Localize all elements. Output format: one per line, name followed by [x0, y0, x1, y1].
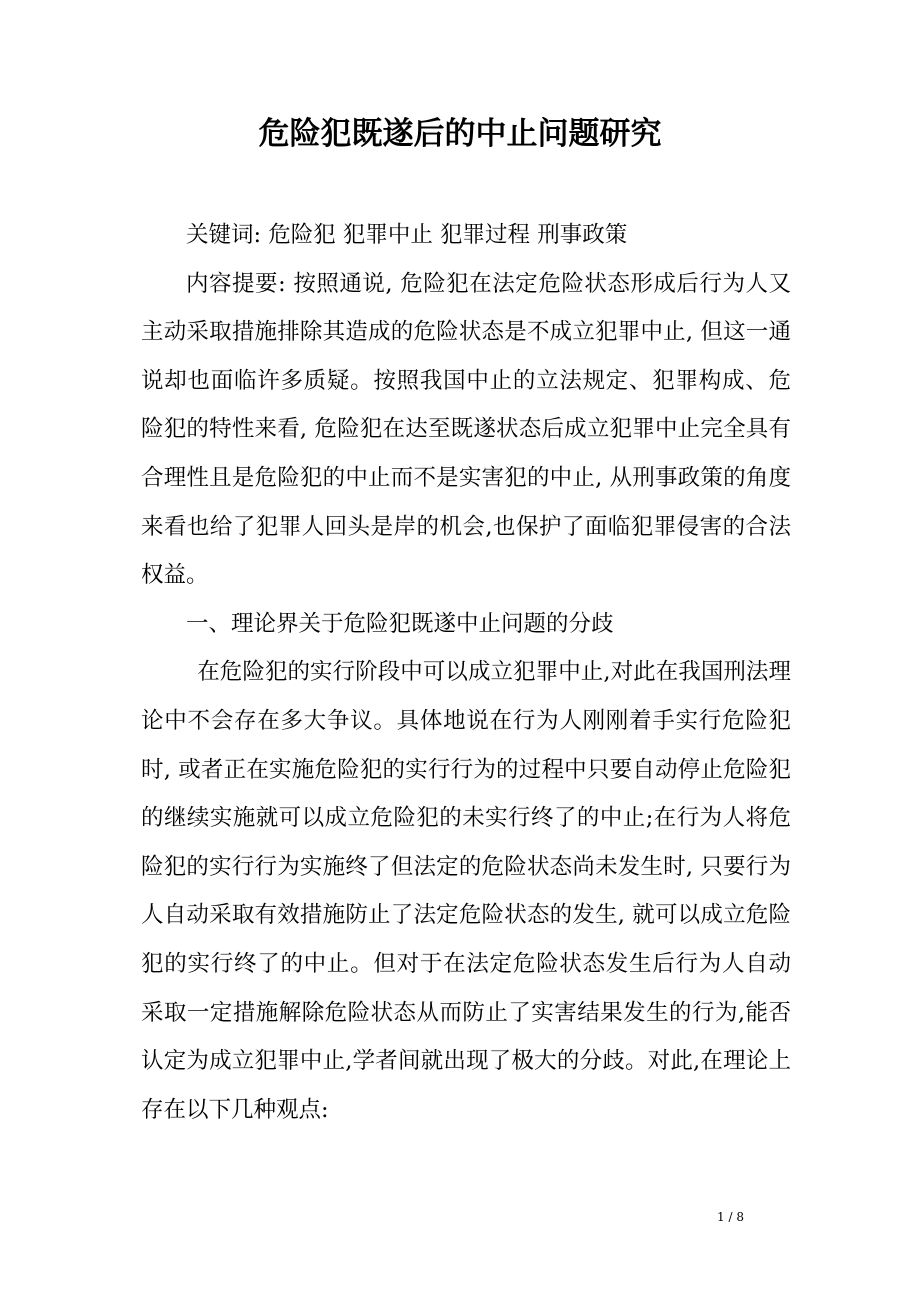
body-paragraph: 在危险犯的实行阶段中可以成立犯罪中止,对此在我国刑法理论中不会存在多大争议。具体地说在行为人刚刚着手实行危险犯时, 或者正在实施危险犯的实行行为的过程中只要自动停止危险犯的继续实施就可以成立危险犯的未实行终了的中止;在行为人将危险犯的实行行为实施终了但法定的危险状态尚未发生时, 只要行为人自动采取有效措施防止了法定危险状态的发生, 就可以成立危险犯的实行终了的中止。但对于在法定危险状态发生后行为人自动采取一定措施解除危险状态从而防止了实害结果发生的行为,能否认定为成立犯罪中止,学者间就出现了极大的分歧。对此,在理论上存在以下几种观点:: [141, 659, 791, 1123]
document-body: [141, 211, 791, 1134]
keywords-paragraph: 关键词: 危险犯 犯罪中止 犯罪过程 刑事政策: [186, 222, 628, 248]
page-number: 1 / 8: [717, 1210, 744, 1224]
document-title: 危险犯既遂后的中止问题研究: [258, 116, 662, 152]
abstract-paragraph: 内容提要: 按照通说, 危险犯在法定危险状态形成后行为人又主动采取措施排除其造成的危险状态是不成立犯罪中止, 但这一通说却也面临许多质疑。按照我国中止的立法规定、犯罪构成、危险犯的特性来看, 危险犯在达至既遂状态后成立犯罪中止完全具有合理性且是危险犯的中止而不是实害犯的中止, 从刑事政策的角度来看也给了犯罪人回头是岸的机会,也保护了面临犯罪侵害的合法权益。: [141, 270, 791, 589]
section-heading: 一、理论界关于危险犯既遂中止问题的分歧: [186, 610, 614, 637]
